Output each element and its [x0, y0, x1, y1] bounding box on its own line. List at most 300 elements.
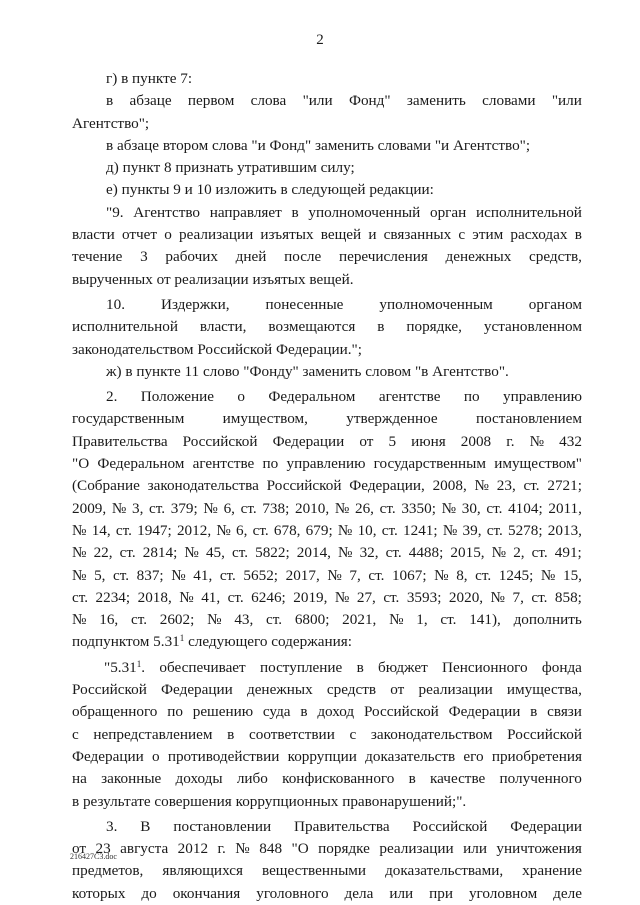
word: №: [72, 611, 87, 629]
text-line: [72, 746, 582, 768]
word: 2018,: [137, 588, 172, 606]
text-line: [72, 565, 582, 587]
word: Российской: [266, 477, 342, 495]
word: №: [111, 499, 127, 517]
word: дней: [235, 248, 267, 266]
word: с: [349, 725, 357, 743]
word: орган: [429, 203, 467, 221]
word: ст.: [232, 544, 249, 562]
word: №: [207, 611, 222, 629]
word: Издержки,: [160, 295, 230, 313]
text-line: [72, 113, 582, 135]
word: в: [377, 318, 385, 336]
word: и: [368, 226, 377, 244]
word: в: [356, 658, 364, 676]
word: законодательства: [147, 477, 259, 495]
line-text: е) пункты 9 и 10 изложить в следующей редакции:: [106, 181, 434, 199]
superscript: 1: [136, 658, 142, 669]
word: предметов,: [72, 862, 144, 880]
text-line: [72, 791, 582, 813]
word: государственным: [72, 410, 185, 428]
word: №: [72, 566, 87, 584]
word: ст.: [368, 566, 385, 584]
word: реализации: [418, 681, 493, 699]
word: которых: [72, 884, 126, 902]
word: постановлением: [475, 410, 582, 428]
line-text: Агентство";: [72, 114, 150, 132]
word: ст.: [240, 499, 257, 517]
line-text: ж) в пункте 11 слово "Фонду" заменить словом "в Агентство".: [106, 362, 509, 380]
line-text: д) пункт 8 признать утратившим силу;: [106, 159, 355, 177]
word: 30,: [461, 499, 481, 517]
text-line: [72, 679, 582, 701]
line-text: законодательством Российской Федерации.";: [72, 340, 362, 358]
word: 8,: [456, 566, 468, 584]
word: 379;: [170, 499, 198, 517]
word: после: [284, 248, 322, 266]
text-line: [72, 246, 582, 268]
word: деле: [553, 884, 582, 902]
word: понесенные: [265, 295, 344, 313]
word: денежных: [246, 681, 313, 699]
word: 837;: [136, 566, 164, 584]
word: ст.: [219, 566, 236, 584]
word: №: [337, 521, 353, 539]
text-line: [72, 269, 582, 291]
word: 5,: [94, 566, 106, 584]
word: №: [334, 499, 350, 517]
word: дополнить: [513, 611, 582, 629]
line-text: в абзаце втором слова "и Фонд" заменить словами "и Агентство";: [106, 136, 531, 154]
word: 26,: [354, 499, 374, 517]
text-line: [72, 386, 582, 408]
word: утвержденное: [346, 410, 438, 428]
word: связанных: [383, 226, 452, 244]
word: бюджет: [378, 658, 428, 676]
word: августа: [120, 840, 169, 858]
word: ст.: [266, 611, 283, 629]
word: уничтожения: [496, 840, 582, 858]
word: денежных: [445, 248, 512, 266]
word: 1947;: [137, 521, 172, 539]
word: противодействии: [167, 747, 280, 765]
word: В: [140, 817, 151, 835]
word: в: [227, 725, 235, 743]
word: №: [171, 566, 186, 584]
word: доказательств: [365, 747, 456, 765]
word: Федерации: [161, 681, 233, 699]
word: "или: [551, 92, 582, 110]
text-line: [72, 768, 582, 790]
text-line: [72, 224, 582, 246]
word: от: [72, 840, 87, 858]
word: Фонд": [348, 92, 391, 110]
word: средств,: [529, 248, 582, 266]
word: №: [442, 521, 458, 539]
word: 2021,: [342, 611, 377, 629]
word: 858;: [554, 588, 582, 606]
word: установленном: [483, 318, 582, 336]
word: №: [203, 499, 218, 517]
word: 5822;: [255, 544, 290, 562]
word: власти,: [199, 318, 247, 336]
word: 32,: [359, 544, 379, 562]
word: 2,: [513, 544, 525, 562]
text-line: [72, 339, 582, 361]
word: о: [151, 747, 160, 765]
word: Федерации: [448, 703, 521, 721]
word: являющихся: [162, 862, 243, 880]
word: доходы: [175, 770, 223, 788]
text-line: [72, 587, 582, 609]
word: до: [141, 884, 157, 902]
word: либо: [236, 770, 268, 788]
word: №: [235, 840, 250, 858]
word: ст.: [385, 544, 402, 562]
text-line: [72, 361, 582, 383]
word: 23,: [496, 477, 516, 495]
word: ст.: [486, 499, 503, 517]
text-line: [72, 68, 582, 90]
word: перечисления: [338, 248, 428, 266]
text-line: [72, 202, 582, 224]
word: 2010,: [294, 499, 330, 517]
word: о: [164, 226, 172, 244]
word: 5652;: [243, 566, 279, 584]
word: или: [463, 840, 487, 858]
word: доход: [317, 703, 355, 721]
word: уполномоченный: [308, 203, 421, 221]
word: ст.: [113, 566, 130, 584]
word: 2019,: [293, 588, 328, 606]
word: словами: [482, 92, 536, 110]
word: 679;: [305, 521, 333, 539]
word: "О: [72, 455, 90, 473]
word: Федерации,: [349, 477, 425, 495]
word: или: [389, 884, 414, 902]
word: реализации: [379, 840, 454, 858]
text-line: [72, 520, 582, 542]
word: ст.: [475, 566, 492, 584]
word: по: [463, 388, 480, 406]
text-line: [72, 860, 582, 882]
word: вещей: [320, 226, 362, 244]
word: 1241;: [403, 521, 438, 539]
word: Пенсионного: [442, 658, 528, 676]
word: агентстве: [378, 388, 441, 406]
word: ст.: [119, 544, 136, 562]
word: 2012: [177, 840, 209, 858]
word: ст.: [486, 521, 503, 539]
word: 7,: [349, 566, 361, 584]
word: суда: [262, 703, 291, 721]
word: доказательствами,: [385, 862, 504, 880]
superscript: 1: [179, 633, 185, 644]
word: №: [72, 521, 87, 539]
word: исполнительной: [475, 203, 582, 221]
text-line: [72, 498, 582, 520]
word: порядке: [318, 840, 370, 858]
word: в: [291, 203, 299, 221]
file-name-footer: 216427С3.doc: [70, 852, 117, 861]
word: этим: [472, 226, 504, 244]
word: исполнительной: [72, 318, 178, 336]
word: постановлении: [173, 817, 272, 835]
word: средств: [326, 681, 377, 699]
word: (Собрание: [72, 477, 140, 495]
word: его: [463, 747, 484, 765]
word: уголовного: [256, 884, 329, 902]
word: 10,: [357, 521, 377, 539]
word: имуществом": [494, 455, 582, 473]
word: ст.: [72, 588, 89, 606]
word: поступление: [259, 658, 343, 676]
word: №: [327, 566, 342, 584]
word: уполномоченным: [379, 295, 493, 313]
word: 4104;: [508, 499, 543, 517]
word: №: [216, 521, 231, 539]
word: 2012,: [176, 521, 212, 539]
word: ст.: [381, 521, 398, 539]
word: 2.: [106, 388, 118, 406]
word: 7,: [512, 588, 524, 606]
text-line: [72, 838, 582, 860]
text-line: [72, 657, 582, 679]
word: 45,: [205, 544, 225, 562]
word: 6800;: [294, 611, 330, 629]
word: 39,: [462, 521, 482, 539]
word: 2814;: [142, 544, 178, 562]
text-line: [72, 431, 582, 453]
word: 6246;: [251, 588, 286, 606]
word: Российской: [507, 725, 582, 743]
word: ст.: [383, 588, 400, 606]
word: реализации: [179, 226, 254, 244]
word: при: [429, 884, 453, 902]
word: №: [529, 432, 545, 450]
word: Федерации: [72, 747, 144, 765]
word: 141),: [469, 611, 501, 629]
word: о: [237, 388, 245, 406]
word: 2017,: [285, 566, 320, 584]
word: соответствии: [249, 725, 335, 743]
word: возмещаются: [268, 318, 356, 336]
word: г.: [506, 432, 515, 450]
word: г.: [217, 840, 226, 858]
word: 27,: [356, 588, 376, 606]
word: Федерации: [510, 817, 582, 835]
word: имуществом,: [222, 410, 308, 428]
word: Федеральном: [268, 388, 356, 406]
word: 41,: [193, 566, 213, 584]
word: порядке,: [406, 318, 462, 336]
word: "О: [291, 840, 309, 858]
word: хранение: [522, 862, 582, 880]
word: ст.: [379, 499, 396, 517]
word: в: [408, 770, 416, 788]
word: органом: [528, 295, 582, 313]
word: государственным: [373, 455, 486, 473]
word: имущества,: [506, 681, 582, 699]
text-line: [72, 90, 582, 112]
word: №: [540, 566, 556, 584]
word: №: [179, 588, 194, 606]
line-text: в результате совершения коррупционных правонарушений;".: [72, 792, 467, 810]
word: №: [434, 566, 449, 584]
text-line: [72, 179, 582, 201]
word: уголовном: [468, 884, 538, 902]
word: ст.: [531, 588, 548, 606]
text-line: [72, 408, 582, 430]
word: №: [334, 588, 350, 606]
word: 738;: [262, 499, 290, 517]
word: Российской: [72, 681, 147, 699]
word: фонда: [541, 658, 582, 676]
word: на: [72, 770, 87, 788]
word: "5.31$^1$.: [104, 658, 146, 676]
word: конфискованного: [282, 770, 395, 788]
text-line: [72, 701, 582, 723]
word: дела: [344, 884, 374, 902]
word: агентстве: [192, 455, 255, 473]
word: абзаце: [129, 92, 172, 110]
word: №: [72, 544, 87, 562]
line-text: вырученных от реализации изъятых вещей.: [72, 270, 354, 288]
word: 2015,: [450, 544, 485, 562]
text-line: [72, 157, 582, 179]
word: ст.: [252, 521, 269, 539]
word: 2602;: [159, 611, 195, 629]
word: 2721;: [547, 477, 582, 495]
word: решению: [192, 703, 254, 721]
word: управлению: [503, 388, 582, 406]
word: коррупции: [287, 747, 357, 765]
word: 1245;: [498, 566, 534, 584]
word: №: [338, 544, 353, 562]
word: течение: [72, 248, 123, 266]
word: 848: [259, 840, 283, 858]
word: 43,: [234, 611, 254, 629]
word: ст.: [531, 544, 548, 562]
word: направляет: [209, 203, 282, 221]
word: первом: [187, 92, 235, 110]
word: Правительства: [294, 817, 390, 835]
word: 5: [388, 432, 397, 450]
word: ст.: [115, 521, 132, 539]
word: Правительства: [72, 432, 168, 450]
word: изъятых: [260, 226, 314, 244]
word: отчет: [121, 226, 158, 244]
word: полученного: [499, 770, 582, 788]
word: 3593;: [406, 588, 442, 606]
word: в: [530, 703, 538, 721]
word: 41,: [201, 588, 221, 606]
word: №: [491, 544, 507, 562]
word: обеспечивает: [159, 658, 246, 676]
word: 678,: [273, 521, 301, 539]
text-line: [72, 883, 582, 905]
word: в: [106, 92, 114, 110]
word: 3.: [106, 817, 118, 835]
word: с: [72, 725, 79, 743]
page-number: 2: [316, 32, 324, 48]
text-line: [72, 453, 582, 475]
word: 2008,: [432, 477, 467, 495]
word: 15,: [562, 566, 582, 584]
word: 432: [559, 432, 582, 450]
word: 4488;: [408, 544, 444, 562]
word: июня: [411, 432, 446, 450]
document-body: [72, 68, 582, 905]
word: Федерации: [272, 432, 345, 450]
line-text: следующего содержания:: [184, 633, 352, 651]
word: №: [490, 588, 506, 606]
word: 6,: [236, 521, 248, 539]
text-line: [72, 135, 582, 157]
text-line: [72, 294, 582, 316]
word: 491;: [554, 544, 582, 562]
text-line: [72, 816, 582, 838]
word: 6,: [223, 499, 235, 517]
text-line: [72, 724, 582, 746]
word: ст.: [523, 477, 540, 495]
word: 14,: [91, 521, 111, 539]
word: связи: [547, 703, 582, 721]
word: слова: [250, 92, 287, 110]
word: Агентство: [133, 203, 201, 221]
word: 3: [140, 248, 148, 266]
word: управлению: [286, 455, 366, 473]
word: от: [390, 681, 405, 699]
word: по: [262, 455, 279, 473]
word: законодательством: [370, 725, 493, 743]
word: №: [441, 499, 457, 517]
word: расходах: [510, 226, 568, 244]
word: 2009,: [72, 499, 107, 517]
line-text: подпунктом 5.31: [72, 633, 180, 651]
word: законные: [101, 770, 162, 788]
word: 3,: [131, 499, 144, 517]
word: 5278;: [507, 521, 543, 539]
word: ст.: [440, 611, 457, 629]
word: 3350;: [401, 499, 436, 517]
word: с: [458, 226, 466, 244]
word: заменить: [406, 92, 466, 110]
word: 16,: [99, 611, 119, 629]
word: по: [167, 703, 183, 721]
word: ст.: [130, 611, 147, 629]
word: 10.: [106, 295, 125, 313]
word: непредставлением: [93, 725, 213, 743]
word: №: [474, 477, 490, 495]
text-line: [72, 542, 582, 564]
word: рабочих: [165, 248, 218, 266]
word: обращенного: [72, 703, 158, 721]
text-line: [72, 316, 582, 338]
word: вещественными: [261, 862, 367, 880]
word: 22,: [93, 544, 113, 562]
word: 1,: [416, 611, 428, 629]
word: 2008: [460, 432, 492, 450]
word: 2014,: [296, 544, 331, 562]
text-line: [72, 631, 582, 653]
word: "или: [302, 92, 333, 110]
word: №: [184, 544, 199, 562]
word: №: [389, 611, 404, 629]
word: 2013,: [547, 521, 582, 539]
word: в: [574, 226, 582, 244]
text-line: [72, 609, 582, 631]
